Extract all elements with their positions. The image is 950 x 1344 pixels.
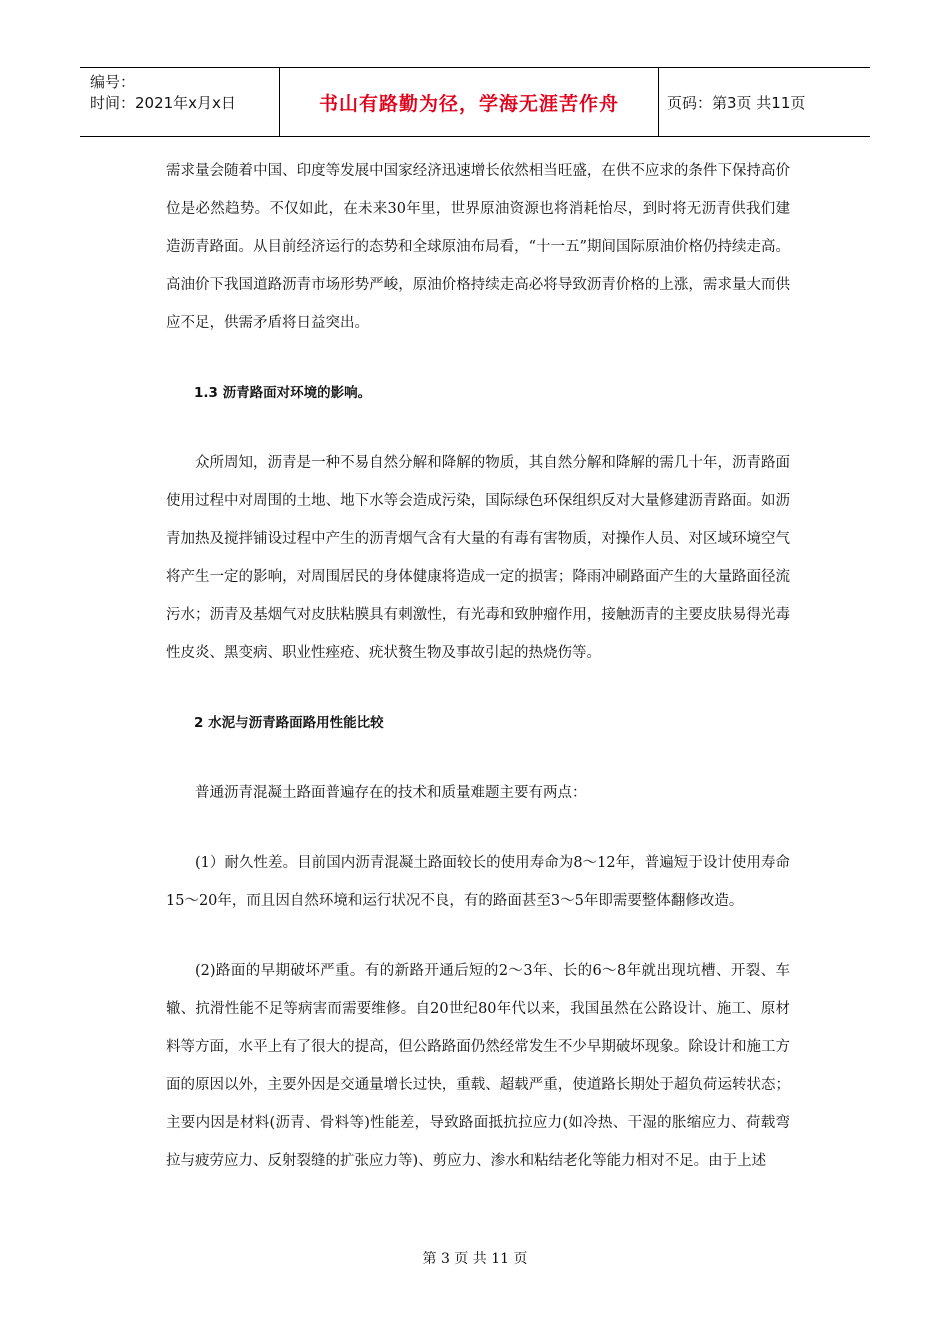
- section-heading-1-3: 1.3 沥青路面对环境的影响。: [194, 385, 372, 401]
- header-meta: [80, 68, 280, 136]
- paragraph-environment: 众所周知，沥青是一种不易自然分解和降解的物质，其自然分解和降解的需几十年，沥青路面使用过程中对周围的土地、地下水等会造成污染，国际绿色环保组织反对大量修建沥青路面。如沥青加热及搅拌铺设过程中产生的沥青烟气含有大量的有毒有害物质，对操作人员、对区域环境空气将产生一定的影响，对周围居民的身体健康将造成一定的损害；降雨冲刷路面产生的大量路面径流污水；沥青及基烟气对皮肤粘膜具有刺激性，有光毒和致肿瘤作用，接触沥青的主要皮肤易得光毒性皮炎、黑变病、职业性痤疮、疣状赘生物及事故引起的热烧伤等。: [166, 455, 790, 661]
- section-heading-2: 2 水泥与沥青路面路用性能比较: [194, 715, 384, 731]
- paragraph-durability: (1）耐久性差。目前国内沥青混凝土路面较长的使用寿命为8～12年，普遍短于设计使用寿命15～20年，而且因自然环境和运行状况不良，有的路面甚至3～5年即需要整体翻修改造。: [166, 855, 790, 909]
- page-header: [80, 67, 870, 137]
- paragraph-problems-intro: 普通沥青混凝土路面普遍存在的技术和质量难题主要有两点：: [195, 785, 587, 801]
- paragraph-oil-price: 需求量会随着中国、印度等发展中国家经济迅速增长依然相当旺盛，在供不应求的条件下保持高价位是必然趋势。不仅如此，在未来30年里，世界原油资源也将消耗怡尽，到时将无沥青供我们建造沥青路面。从目前经济运行的态势和全球原油布局看，“十一五”期间国际原油价格仍持续走高。高油价下我国道路沥青市场形势严峻，原油价格持续走高必将导致沥青价格的上涨，需求量大而供应不足，供需矛盾将日益突出。: [166, 163, 790, 331]
- time-label: 时间：2021年x月x日: [90, 94, 236, 112]
- number-label: 编号：: [90, 73, 136, 91]
- header-motto: 书山有路勤为径，学海无涯苦作舟: [280, 68, 659, 136]
- page-footer: 第 3 页 共 11 页: [422, 1251, 528, 1267]
- paragraph-early-damage: (2)路面的早期破坏严重。有的新路开通后短的2～3年、长的6～8年就出现坑槽、开裂、车辙、抗滑性能不足等病害而需要维修。自20世纪80年代以来，我国虽然在公路设计、施工、原材料等方面，水平上有了很大的提高，但公路路面仍然经常发生不少早期破坏现象。除设计和施工方面的原因以外，主要外因是交通量增长过快，重载、超载严重，使道路长期处于超负荷运转状态；主要内因是材料(沥青、骨料等)性能差，导致路面抵抗拉应力(如冷热、干湿的胀缩应力、荷载弯拉与疲劳应力、反射裂缝的扩张应力等)、剪应力、渗水和粘结老化等能力相对不足。由于上述: [166, 963, 790, 1169]
- document-body: [166, 152, 790, 1180]
- header-page-info: 页码：第3页 共11页: [667, 93, 806, 112]
